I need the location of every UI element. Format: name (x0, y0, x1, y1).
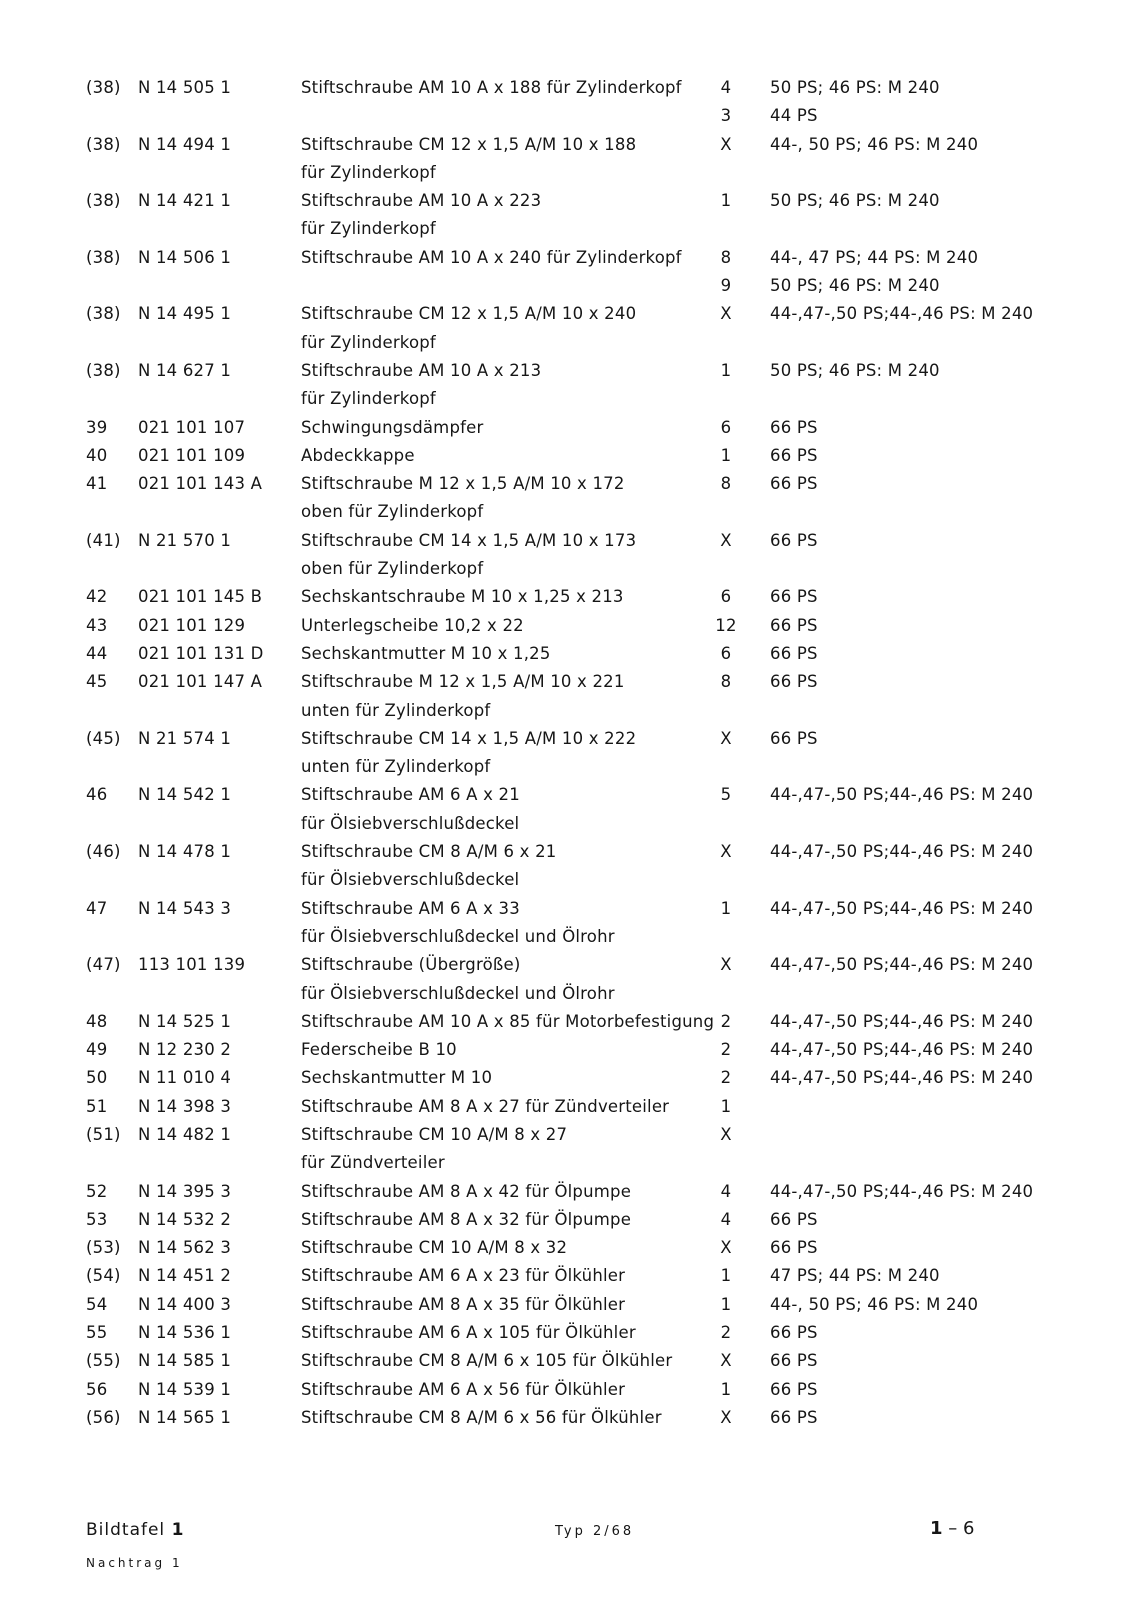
part-number: 021 101 143 A (138, 474, 263, 494)
part-quantity: 8 (720, 672, 732, 692)
part-number: N 11 010 4 (138, 1068, 232, 1088)
part-quantity: 1 (720, 191, 732, 211)
part-position: 53 (86, 1209, 108, 1229)
part-position: 47 (86, 898, 108, 918)
part-row (0, 838, 1133, 866)
part-description: Unterlegscheibe 10,2 x 22 (301, 615, 524, 635)
part-description: Stiftschraube M 12 x 1,5 A/M 10 x 221 (301, 672, 625, 692)
part-row (0, 74, 1133, 102)
part-row (0, 1178, 1133, 1206)
part-number: N 14 565 1 (138, 1407, 232, 1427)
part-quantity: 1 (720, 1294, 732, 1314)
plate-label: Bildtafel (86, 1520, 166, 1540)
part-row-continuation (0, 866, 1133, 894)
part-remark: 44-,47-,50 PS;44-,46 PS: M 240 (770, 1181, 1034, 1201)
part-description: oben für Zylinderkopf (301, 502, 484, 522)
part-quantity: 1 (720, 1266, 732, 1286)
part-remark: 44 PS (770, 106, 818, 126)
part-description: Federscheibe B 10 (301, 1040, 457, 1060)
part-remark: 44-,47-,50 PS;44-,46 PS: M 240 (770, 1011, 1034, 1031)
part-description: unten für Zylinderkopf (301, 757, 491, 777)
part-description: Stiftschraube CM 8 A/M 6 x 105 für Ölkühler (301, 1351, 673, 1371)
part-quantity: 8 (720, 247, 732, 267)
part-number: N 14 627 1 (138, 360, 232, 380)
part-row (0, 951, 1133, 979)
part-remark: 44-,47-,50 PS;44-,46 PS: M 240 (770, 785, 1034, 805)
part-row (0, 781, 1133, 809)
part-position: (53) (86, 1238, 121, 1258)
part-description: Schwingungsdämpfer (301, 417, 484, 437)
part-position: (38) (86, 304, 121, 324)
part-quantity: 8 (720, 474, 732, 494)
part-description: Stiftschraube AM 8 A x 27 für Zündverteiler (301, 1096, 670, 1116)
part-quantity: X (720, 1407, 732, 1427)
part-description: Stiftschraube AM 8 A x 42 für Ölpumpe (301, 1181, 632, 1201)
part-number: N 14 395 3 (138, 1181, 232, 1201)
part-number: N 14 398 3 (138, 1096, 232, 1116)
part-description: Stiftschraube CM 10 A/M 8 x 32 (301, 1238, 568, 1258)
part-number: N 14 506 1 (138, 247, 232, 267)
part-remark: 44-, 50 PS; 46 PS: M 240 (770, 134, 979, 154)
part-number: N 21 570 1 (138, 530, 232, 550)
part-row (0, 1291, 1133, 1319)
part-position: (45) (86, 728, 121, 748)
part-remark: 66 PS (770, 587, 818, 607)
part-row (0, 725, 1133, 753)
part-row-continuation (0, 329, 1133, 357)
part-remark: 66 PS (770, 417, 818, 437)
part-quantity: 1 (720, 360, 732, 380)
part-row (0, 1036, 1133, 1064)
part-description: Stiftschraube AM 10 A x 240 für Zylinderkopf (301, 247, 682, 267)
part-remark: 66 PS (770, 1238, 818, 1258)
part-number: N 12 230 2 (138, 1040, 232, 1060)
part-row (0, 131, 1133, 159)
part-row-continuation (0, 1149, 1133, 1177)
part-position: (38) (86, 191, 121, 211)
part-row (0, 1319, 1133, 1347)
part-number: N 14 542 1 (138, 785, 232, 805)
part-number: 113 101 139 (138, 955, 246, 975)
part-row-continuation (0, 697, 1133, 725)
part-quantity: 6 (720, 417, 732, 437)
part-remark: 66 PS (770, 643, 818, 663)
part-remark: 50 PS; 46 PS: M 240 (770, 276, 940, 296)
part-number: 021 101 107 (138, 417, 246, 437)
part-row (0, 1064, 1133, 1092)
part-quantity: X (720, 1124, 732, 1144)
part-remark: 66 PS (770, 728, 818, 748)
part-remark: 44-,47-,50 PS;44-,46 PS: M 240 (770, 1040, 1034, 1060)
part-number: N 14 505 1 (138, 78, 232, 97)
part-position: 48 (86, 1011, 108, 1031)
part-quantity: 1 (720, 898, 732, 918)
part-quantity: 4 (720, 78, 732, 97)
part-remark: 66 PS (770, 1407, 818, 1427)
part-description: Stiftschraube AM 6 A x 23 für Ölkühler (301, 1266, 626, 1286)
part-row-continuation (0, 810, 1133, 838)
part-remark: 66 PS (770, 1351, 818, 1371)
part-number: N 14 525 1 (138, 1011, 232, 1031)
part-quantity: 9 (720, 276, 732, 296)
part-quantity: X (720, 842, 732, 862)
part-number: 021 101 145 B (138, 587, 263, 607)
part-number: 021 101 147 A (138, 672, 263, 692)
part-position: (47) (86, 955, 121, 975)
part-position: 43 (86, 615, 108, 635)
part-row (0, 244, 1133, 272)
part-position: (46) (86, 842, 121, 862)
part-number: N 14 421 1 (138, 191, 232, 211)
part-position: 54 (86, 1294, 108, 1314)
part-description: Stiftschraube CM 14 x 1,5 A/M 10 x 222 (301, 728, 637, 748)
part-row (0, 895, 1133, 923)
part-quantity: 1 (720, 1096, 732, 1116)
part-position: 56 (86, 1379, 108, 1399)
part-description: Stiftschraube AM 10 A x 213 (301, 360, 542, 380)
part-position: 39 (86, 417, 108, 437)
part-description: Stiftschraube AM 8 A x 35 für Ölkühler (301, 1294, 626, 1314)
part-quantity: X (720, 530, 732, 550)
part-row (0, 583, 1133, 611)
part-row (0, 1234, 1133, 1262)
part-description: Stiftschraube CM 8 A/M 6 x 56 für Ölkühler (301, 1407, 662, 1427)
part-number: N 14 532 2 (138, 1209, 232, 1229)
footer-supplement: Nachtrag 1 (86, 1556, 183, 1570)
part-quantity: X (720, 134, 732, 154)
part-position: 46 (86, 785, 108, 805)
part-row (0, 1121, 1133, 1149)
part-row (0, 442, 1133, 470)
part-position: 51 (86, 1096, 108, 1116)
part-number: N 14 451 2 (138, 1266, 232, 1286)
part-description: Stiftschraube AM 10 A x 85 für Motorbefestigung (301, 1011, 715, 1031)
part-position: (56) (86, 1407, 121, 1427)
part-number: N 21 574 1 (138, 728, 232, 748)
part-row (0, 1404, 1133, 1432)
part-quantity: 4 (720, 1209, 732, 1229)
part-row (0, 527, 1133, 555)
footer-plate (86, 1520, 184, 1540)
part-row-continuation (0, 555, 1133, 583)
part-quantity: 2 (720, 1068, 732, 1088)
part-quantity: X (720, 1238, 732, 1258)
part-remark: 44-, 50 PS; 46 PS: M 240 (770, 1294, 979, 1314)
part-row-continuation (0, 498, 1133, 526)
part-remark: 44-, 47 PS; 44 PS: M 240 (770, 247, 979, 267)
part-remark: 47 PS; 44 PS: M 240 (770, 1266, 940, 1286)
part-description: Abdeckkappe (301, 445, 415, 465)
part-row (0, 612, 1133, 640)
part-number: N 14 478 1 (138, 842, 232, 862)
part-position: 40 (86, 445, 108, 465)
part-number: N 14 400 3 (138, 1294, 232, 1314)
part-quantity: 1 (720, 1379, 732, 1399)
part-description: unten für Zylinderkopf (301, 700, 491, 720)
part-quantity: 2 (720, 1040, 732, 1060)
part-remark: 44-,47-,50 PS;44-,46 PS: M 240 (770, 955, 1034, 975)
part-description: für Zylinderkopf (301, 389, 436, 409)
page-major: 1 (930, 1518, 943, 1539)
part-description: Stiftschraube AM 10 A x 188 für Zylinderkopf (301, 78, 682, 97)
part-position: (38) (86, 247, 121, 267)
part-description: Sechskantmutter M 10 x 1,25 (301, 643, 551, 663)
part-number: N 14 495 1 (138, 304, 232, 324)
part-remark: 66 PS (770, 615, 818, 635)
part-description: für Zylinderkopf (301, 332, 436, 352)
part-row (0, 357, 1133, 385)
part-row (0, 414, 1133, 442)
part-position: 45 (86, 672, 108, 692)
page-number (930, 1518, 974, 1539)
part-description: für Ölsiebverschlußdeckel und Ölrohr (301, 983, 615, 1003)
part-description: Stiftschraube CM 14 x 1,5 A/M 10 x 173 (301, 530, 637, 550)
part-position: 41 (86, 474, 108, 494)
part-row (0, 1347, 1133, 1375)
part-description: für Ölsiebverschlußdeckel (301, 870, 520, 890)
part-position: 42 (86, 587, 108, 607)
part-quantity: X (720, 304, 732, 324)
part-position: (55) (86, 1351, 121, 1371)
part-quantity: 6 (720, 587, 732, 607)
part-row (0, 470, 1133, 498)
page-minor: 6 (963, 1518, 975, 1539)
part-row-continuation (0, 272, 1133, 300)
part-row (0, 640, 1133, 668)
part-description: Stiftschraube CM 8 A/M 6 x 21 (301, 842, 557, 862)
part-description: Stiftschraube CM 12 x 1,5 A/M 10 x 188 (301, 134, 637, 154)
part-row (0, 668, 1133, 696)
part-row-continuation (0, 159, 1133, 187)
part-quantity: X (720, 728, 732, 748)
part-row (0, 187, 1133, 215)
part-position: (38) (86, 78, 121, 97)
part-quantity: 3 (720, 106, 732, 126)
part-description: Stiftschraube (Übergröße) (301, 955, 521, 975)
part-position: (38) (86, 134, 121, 154)
part-row (0, 1008, 1133, 1036)
part-quantity: 4 (720, 1181, 732, 1201)
part-description: Stiftschraube AM 6 A x 56 für Ölkühler (301, 1379, 626, 1399)
part-row-continuation (0, 102, 1133, 130)
parts-list (0, 74, 1133, 1432)
part-position: (54) (86, 1266, 121, 1286)
part-number: 021 101 131 D (138, 643, 264, 663)
part-row-continuation (0, 980, 1133, 1008)
part-remark: 50 PS; 46 PS: M 240 (770, 78, 940, 97)
part-quantity: 2 (720, 1323, 732, 1343)
part-quantity: X (720, 1351, 732, 1371)
part-quantity: 2 (720, 1011, 732, 1031)
part-description: Stiftschraube AM 6 A x 105 für Ölkühler (301, 1323, 636, 1343)
part-row-continuation (0, 215, 1133, 243)
footer-type: Typ 2/68 (555, 1524, 635, 1539)
part-description: Sechskantschraube M 10 x 1,25 x 213 (301, 587, 624, 607)
part-remark: 44-,47-,50 PS;44-,46 PS: M 240 (770, 304, 1034, 324)
part-remark: 66 PS (770, 474, 818, 494)
part-description: für Ölsiebverschlußdeckel (301, 813, 520, 833)
part-position: 50 (86, 1068, 108, 1088)
part-position: (51) (86, 1124, 121, 1144)
part-row (0, 1262, 1133, 1290)
part-row (0, 1376, 1133, 1404)
part-number: N 14 494 1 (138, 134, 232, 154)
part-description: für Zündverteiler (301, 1153, 445, 1173)
part-position: 49 (86, 1040, 108, 1060)
part-row (0, 300, 1133, 328)
part-remark: 66 PS (770, 445, 818, 465)
part-number: N 14 585 1 (138, 1351, 232, 1371)
part-description: Stiftschraube AM 6 A x 33 (301, 898, 520, 918)
part-remark: 44-,47-,50 PS;44-,46 PS: M 240 (770, 898, 1034, 918)
part-position: 44 (86, 643, 108, 663)
part-description: Stiftschraube CM 10 A/M 8 x 27 (301, 1124, 568, 1144)
part-remark: 50 PS; 46 PS: M 240 (770, 191, 940, 211)
part-remark: 66 PS (770, 530, 818, 550)
part-quantity: 6 (720, 643, 732, 663)
part-description: oben für Zylinderkopf (301, 559, 484, 579)
part-remark: 66 PS (770, 1323, 818, 1343)
part-quantity: X (720, 955, 732, 975)
part-remark: 44-,47-,50 PS;44-,46 PS: M 240 (770, 1068, 1034, 1088)
part-row-continuation (0, 385, 1133, 413)
part-description: Sechskantmutter M 10 (301, 1068, 493, 1088)
part-row (0, 1093, 1133, 1121)
part-remark: 66 PS (770, 1209, 818, 1229)
part-position: (41) (86, 530, 121, 550)
part-number: 021 101 109 (138, 445, 246, 465)
part-position: 55 (86, 1323, 108, 1343)
part-remark: 66 PS (770, 672, 818, 692)
part-description: für Ölsiebverschlußdeckel und Ölrohr (301, 926, 615, 946)
page-sep: – (948, 1518, 958, 1539)
part-description: Stiftschraube AM 8 A x 32 für Ölpumpe (301, 1209, 632, 1229)
part-row-continuation (0, 753, 1133, 781)
part-remark: 66 PS (770, 1379, 818, 1399)
part-position: (38) (86, 360, 121, 380)
part-number: N 14 539 1 (138, 1379, 232, 1399)
part-description: für Zylinderkopf (301, 162, 436, 182)
part-quantity: 5 (720, 785, 732, 805)
part-row (0, 1206, 1133, 1234)
part-number: N 14 543 3 (138, 898, 232, 918)
part-description: Stiftschraube AM 6 A x 21 (301, 785, 520, 805)
part-row-continuation (0, 923, 1133, 951)
part-number: 021 101 129 (138, 615, 246, 635)
plate-number: 1 (171, 1520, 185, 1540)
part-description: Stiftschraube CM 12 x 1,5 A/M 10 x 240 (301, 304, 637, 324)
part-description: Stiftschraube AM 10 A x 223 (301, 191, 542, 211)
part-number: N 14 562 3 (138, 1238, 232, 1258)
part-quantity: 1 (720, 445, 732, 465)
part-description: für Zylinderkopf (301, 219, 436, 239)
part-quantity: 12 (715, 615, 737, 635)
part-description: Stiftschraube M 12 x 1,5 A/M 10 x 172 (301, 474, 625, 494)
part-remark: 50 PS; 46 PS: M 240 (770, 360, 940, 380)
part-number: N 14 536 1 (138, 1323, 232, 1343)
part-number: N 14 482 1 (138, 1124, 232, 1144)
part-remark: 44-,47-,50 PS;44-,46 PS: M 240 (770, 842, 1034, 862)
part-position: 52 (86, 1181, 108, 1201)
